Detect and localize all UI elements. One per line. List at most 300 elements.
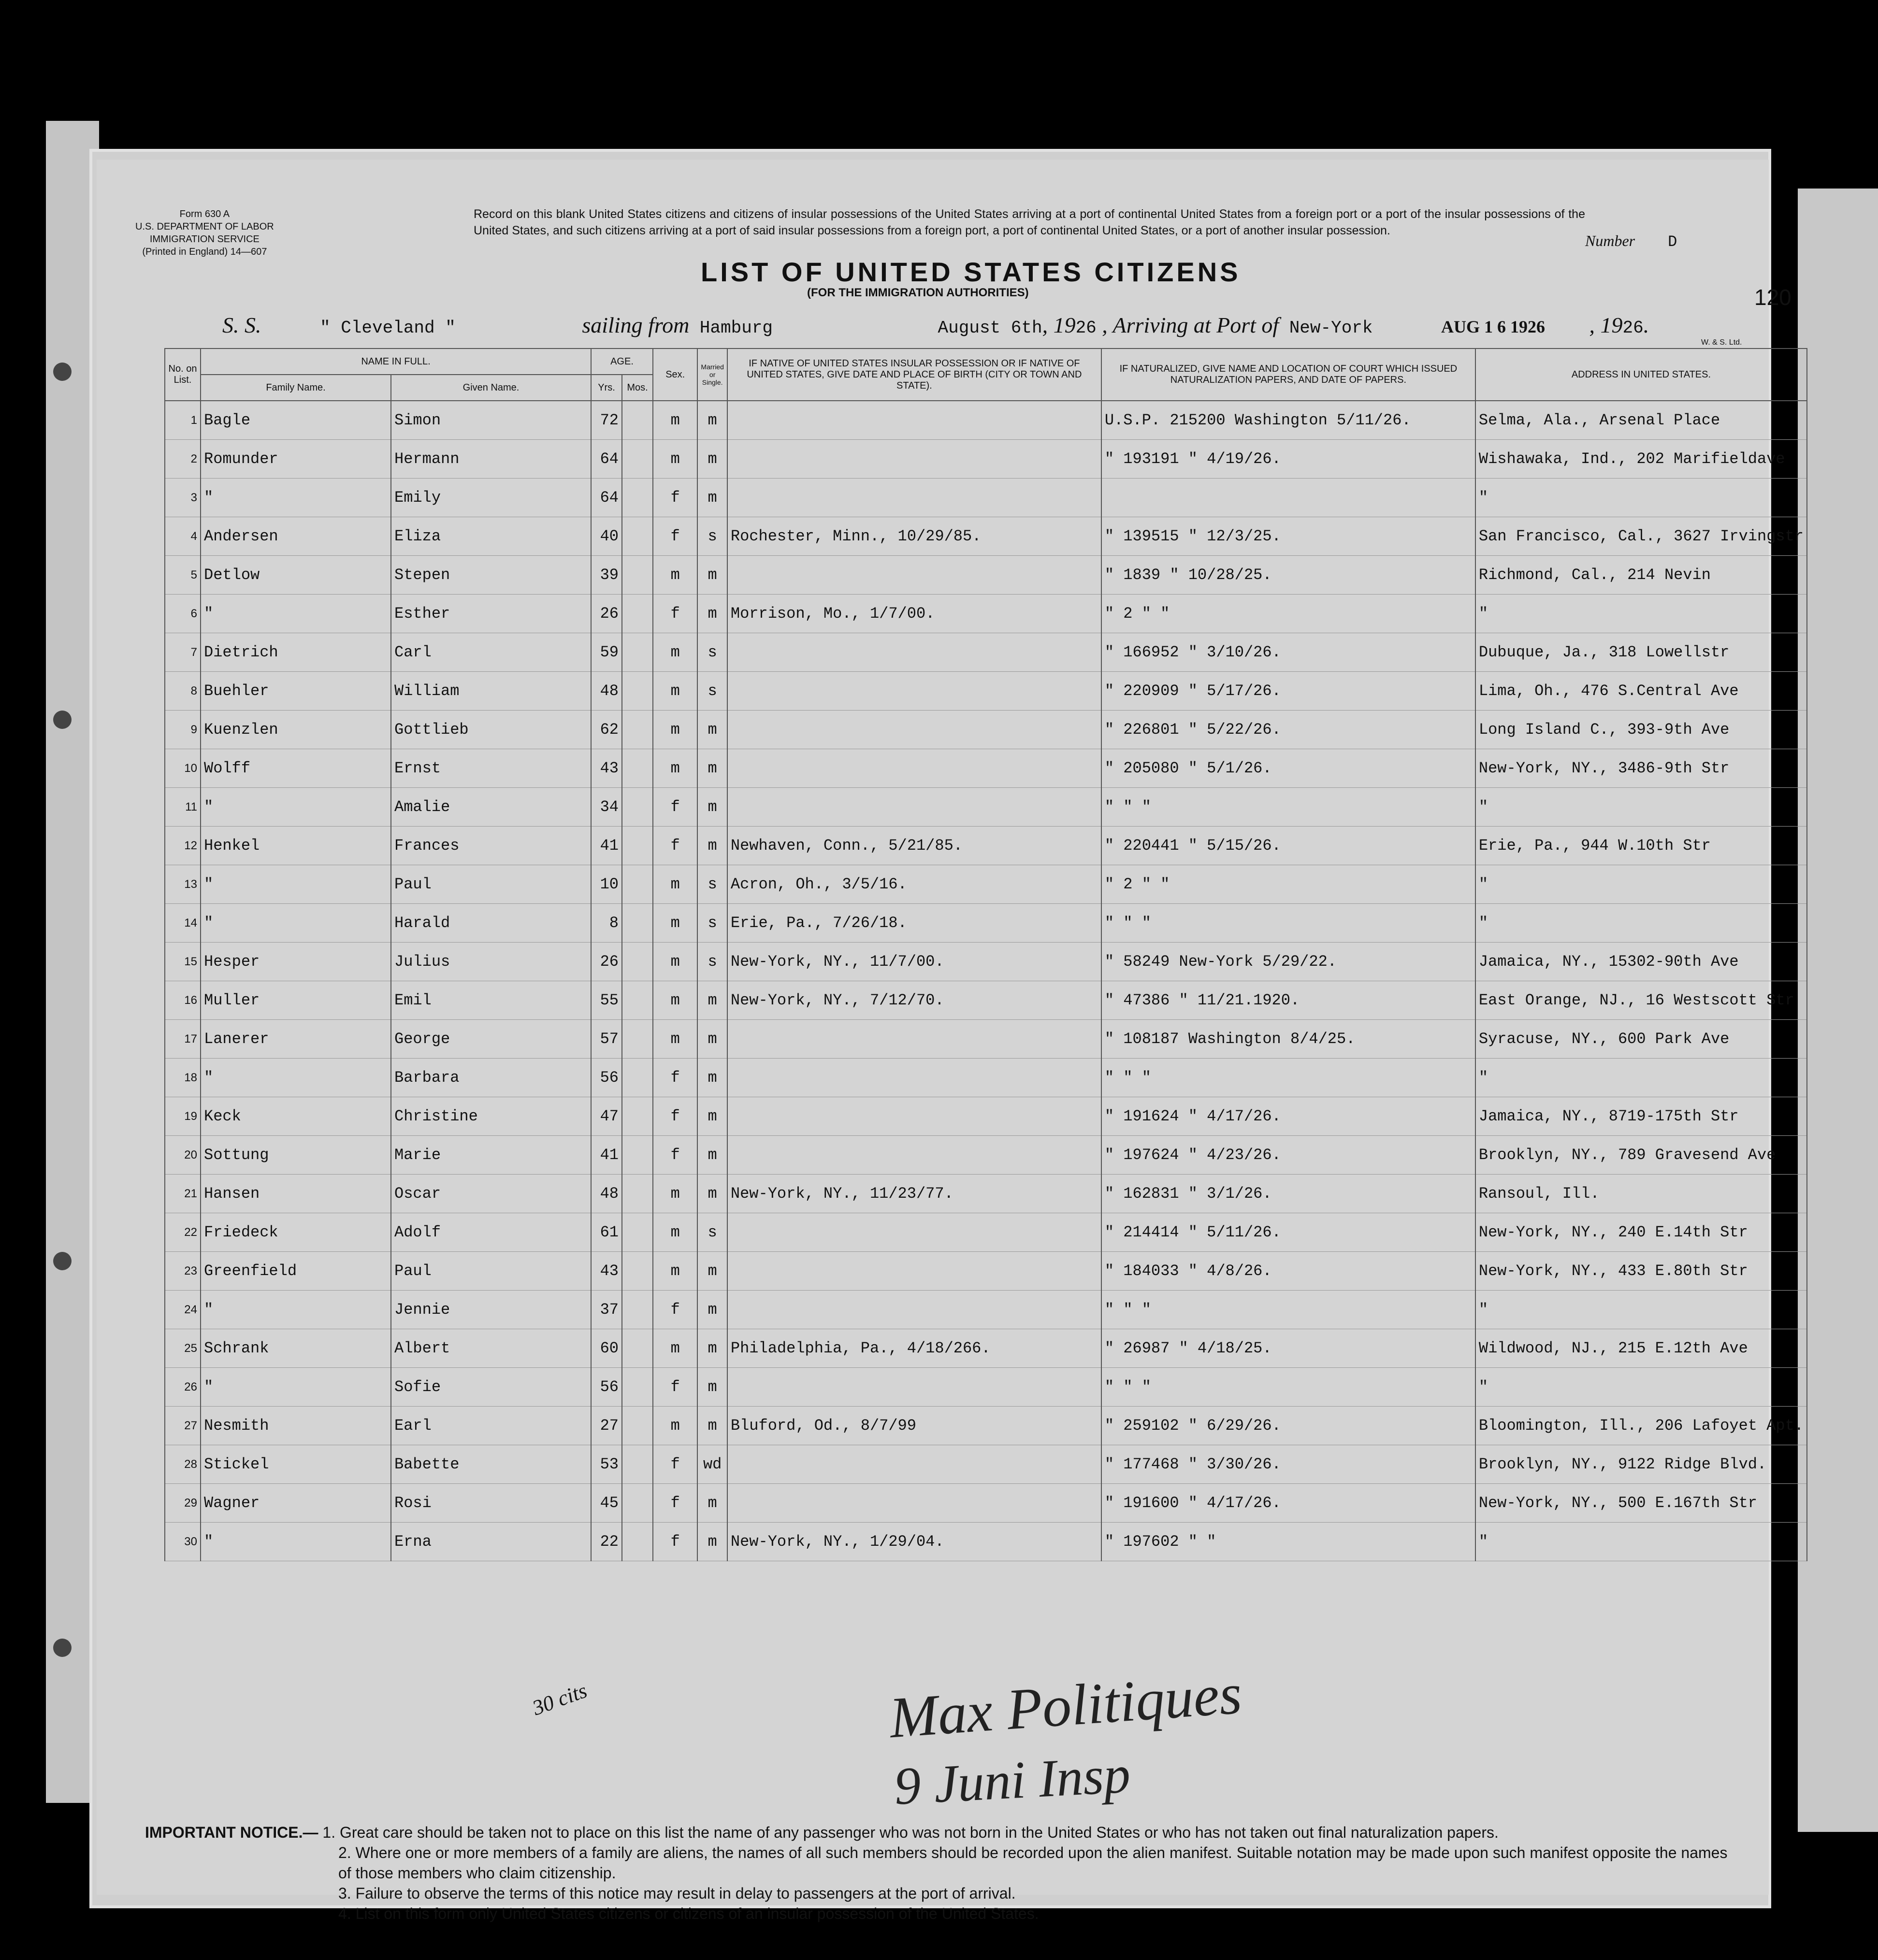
age-years: 22 — [591, 1523, 622, 1561]
naturalization: " " " — [1101, 1291, 1475, 1329]
row-number: 3 — [165, 479, 201, 517]
family-name: " — [201, 1059, 391, 1097]
family-name: Friedeck — [201, 1213, 391, 1252]
arrival-port: New-York — [1289, 318, 1373, 338]
sex: m — [653, 440, 697, 479]
age-months — [622, 440, 653, 479]
birth-place-date — [727, 479, 1101, 517]
us-address: " — [1475, 788, 1807, 827]
family-name: Keck — [201, 1097, 391, 1136]
us-address: Bloomington, Ill., 206 Lafoyet Apt. — [1475, 1407, 1807, 1445]
age-years: 43 — [591, 749, 622, 788]
marital-status: m — [697, 749, 727, 788]
age-years: 61 — [591, 1213, 622, 1252]
us-address: Brooklyn, NY., 9122 Ridge Blvd. — [1475, 1445, 1807, 1484]
us-address: Selma, Ala., Arsenal Place — [1475, 401, 1807, 440]
us-address: San Francisco, Cal., 3627 Irvingstr — [1475, 517, 1807, 556]
given-name: Gottlieb — [391, 711, 591, 749]
naturalization: " 259102 " 6/29/26. — [1101, 1407, 1475, 1445]
row-number: 6 — [165, 595, 201, 633]
sex: f — [653, 479, 697, 517]
ss-label: S. S. — [222, 313, 261, 337]
birth-place-date — [727, 1097, 1101, 1136]
age-years: 64 — [591, 479, 622, 517]
year2-prefix: 19 — [1600, 313, 1623, 337]
age-months — [622, 981, 653, 1020]
marital-status: m — [697, 401, 727, 440]
col-mos: Mos. — [622, 375, 653, 401]
age-years: 59 — [591, 633, 622, 672]
row-number: 4 — [165, 517, 201, 556]
notice-item: 4. List on this form only United States citizens or citizens of an insular possession of the United States. — [338, 1905, 1039, 1922]
age-years: 39 — [591, 556, 622, 595]
col-no: No. on List. — [165, 348, 201, 401]
punch-hole — [53, 1252, 72, 1270]
naturalization: " 197602 " " — [1101, 1523, 1475, 1561]
sex: f — [653, 1097, 697, 1136]
age-years: 55 — [591, 981, 622, 1020]
birth-place-date — [727, 440, 1101, 479]
birth-place-date — [727, 1136, 1101, 1175]
birth-place-date: Acron, Oh., 3/5/16. — [727, 865, 1101, 904]
table-row — [165, 981, 1807, 1020]
us-address: Dubuque, Ja., 318 Lowellstr — [1475, 633, 1807, 672]
us-address: New-York, NY., 433 E.80th Str — [1475, 1252, 1807, 1291]
sex: f — [653, 827, 697, 865]
marital-status: m — [697, 1368, 727, 1407]
birth-place-date — [727, 1059, 1101, 1097]
family-name: Stickel — [201, 1445, 391, 1484]
age-months — [622, 1020, 653, 1059]
sheet-number: 120 — [1754, 285, 1791, 310]
family-name: Buehler — [201, 672, 391, 711]
age-months — [622, 749, 653, 788]
age-years: 72 — [591, 401, 622, 440]
form-number: Form 630 A — [179, 209, 230, 219]
table-row — [165, 1097, 1807, 1136]
row-number: 19 — [165, 1097, 201, 1136]
marital-status: s — [697, 517, 727, 556]
naturalization: " 108187 Washington 8/4/25. — [1101, 1020, 1475, 1059]
naturalization: " 2 " " — [1101, 865, 1475, 904]
sex: f — [653, 517, 697, 556]
given-name: Sofie — [391, 1368, 591, 1407]
sex: m — [653, 943, 697, 981]
us-address: " — [1475, 1368, 1807, 1407]
table-row — [165, 401, 1807, 440]
table-row — [165, 865, 1807, 904]
row-number: 5 — [165, 556, 201, 595]
naturalization: " 214414 " 5/11/26. — [1101, 1213, 1475, 1252]
age-months — [622, 633, 653, 672]
table-row — [165, 1445, 1807, 1484]
age-months — [622, 1059, 653, 1097]
marital-status: m — [697, 1484, 727, 1523]
us-address: " — [1475, 479, 1807, 517]
birth-place-date: Philadelphia, Pa., 4/18/266. — [727, 1329, 1101, 1368]
marital-status: m — [697, 1523, 727, 1561]
row-number: 8 — [165, 672, 201, 711]
naturalization: " " " — [1101, 788, 1475, 827]
table-row — [165, 1136, 1807, 1175]
col-age: AGE. — [591, 348, 653, 375]
table-row — [165, 1291, 1807, 1329]
marital-status: m — [697, 711, 727, 749]
given-name: Simon — [391, 401, 591, 440]
us-address: Jamaica, NY., 15302-90th Ave — [1475, 943, 1807, 981]
marital-status: s — [697, 865, 727, 904]
birth-place-date — [727, 1252, 1101, 1291]
row-number: 13 — [165, 865, 201, 904]
given-name: Jennie — [391, 1291, 591, 1329]
naturalization: " 1839 " 10/28/25. — [1101, 556, 1475, 595]
birth-place-date: New-York, NY., 11/7/00. — [727, 943, 1101, 981]
marital-status: m — [697, 479, 727, 517]
given-name: Ernst — [391, 749, 591, 788]
naturalization: " 220909 " 5/17/26. — [1101, 672, 1475, 711]
table-row — [165, 943, 1807, 981]
row-number: 28 — [165, 1445, 201, 1484]
table-row — [165, 1213, 1807, 1252]
age-months — [622, 1136, 653, 1175]
birth-place-date — [727, 1213, 1101, 1252]
col-naturalized: IF NATURALIZED, GIVE NAME AND LOCATION OF COURT WHICH ISSUED NATURALIZATION PAPERS, AND DATE OF PAPERS. — [1101, 348, 1475, 401]
marital-status: m — [697, 556, 727, 595]
family-name: Wagner — [201, 1484, 391, 1523]
age-years: 64 — [591, 440, 622, 479]
number-value: D — [1668, 233, 1677, 251]
row-number: 16 — [165, 981, 201, 1020]
naturalization: " " " — [1101, 1368, 1475, 1407]
ship-name: " Cleveland " — [320, 318, 456, 338]
us-address: Syracuse, NY., 600 Park Ave — [1475, 1020, 1807, 1059]
marital-status: s — [697, 1213, 727, 1252]
given-name: William — [391, 672, 591, 711]
table-row — [165, 788, 1807, 827]
age-months — [622, 1175, 653, 1213]
important-notice — [145, 1822, 1740, 1924]
birth-place-date — [727, 556, 1101, 595]
row-number: 20 — [165, 1136, 201, 1175]
table-row — [165, 633, 1807, 672]
departure-date: August 6th — [938, 318, 1042, 338]
age-months — [622, 672, 653, 711]
given-name: Harald — [391, 904, 591, 943]
marital-status: m — [697, 440, 727, 479]
naturalization: " 226801 " 5/22/26. — [1101, 711, 1475, 749]
given-name: Hermann — [391, 440, 591, 479]
age-years: 26 — [591, 943, 622, 981]
given-name: Earl — [391, 1407, 591, 1445]
naturalization: " 47386 " 11/21.1920. — [1101, 981, 1475, 1020]
given-name: Carl — [391, 633, 591, 672]
sailing-label: sailing from — [582, 313, 690, 337]
voyage-line: S. S. " Cleveland " sailing from Hamburg August 6th, 1926 , Arriving at Port of New-York AUG 1 6 1926 , 1926. — [222, 313, 1649, 338]
age-years: 26 — [591, 595, 622, 633]
family-name: " — [201, 595, 391, 633]
passenger-rows — [165, 401, 1807, 1561]
marital-status: m — [697, 1059, 727, 1097]
table-row — [165, 556, 1807, 595]
age-months — [622, 904, 653, 943]
row-number: 25 — [165, 1329, 201, 1368]
age-years: 43 — [591, 1252, 622, 1291]
family-name: Hansen — [201, 1175, 391, 1213]
age-months — [622, 1445, 653, 1484]
sex: f — [653, 1368, 697, 1407]
adjacent-page-right — [1798, 189, 1878, 1832]
family-name: Wolff — [201, 749, 391, 788]
birth-place-date — [727, 749, 1101, 788]
row-number: 29 — [165, 1484, 201, 1523]
age-years: 10 — [591, 865, 622, 904]
row-number: 7 — [165, 633, 201, 672]
family-name: " — [201, 865, 391, 904]
given-name: Esther — [391, 595, 591, 633]
sex: m — [653, 633, 697, 672]
age-years: 41 — [591, 827, 622, 865]
us-address: " — [1475, 904, 1807, 943]
given-name: Amalie — [391, 788, 591, 827]
arriving-label: , Arriving at Port of — [1102, 313, 1279, 337]
age-years: 27 — [591, 1407, 622, 1445]
notice-label: IMPORTANT NOTICE.— — [145, 1824, 318, 1841]
birth-place-date: New-York, NY., 1/29/04. — [727, 1523, 1101, 1561]
age-years: 40 — [591, 517, 622, 556]
year-prefix: 19 — [1053, 313, 1076, 337]
table-row — [165, 1407, 1807, 1445]
given-name: Frances — [391, 827, 591, 865]
age-months — [622, 556, 653, 595]
sex: m — [653, 672, 697, 711]
row-number: 11 — [165, 788, 201, 827]
family-name: Detlow — [201, 556, 391, 595]
birth-place-date — [727, 1368, 1101, 1407]
row-number: 22 — [165, 1213, 201, 1252]
us-address: " — [1475, 1291, 1807, 1329]
marital-status: m — [697, 981, 727, 1020]
table-row — [165, 1368, 1807, 1407]
birth-place-date: Morrison, Mo., 1/7/00. — [727, 595, 1101, 633]
us-address: " — [1475, 865, 1807, 904]
given-name: Babette — [391, 1445, 591, 1484]
age-months — [622, 1213, 653, 1252]
family-name: Dietrich — [201, 633, 391, 672]
table-row — [165, 440, 1807, 479]
sex: m — [653, 1175, 697, 1213]
row-number: 12 — [165, 827, 201, 865]
marital-status: wd — [697, 1445, 727, 1484]
marital-status: s — [697, 633, 727, 672]
birth-place-date: Bluford, Od., 8/7/99 — [727, 1407, 1101, 1445]
given-name: Christine — [391, 1097, 591, 1136]
naturalization: " 162831 " 3/1/26. — [1101, 1175, 1475, 1213]
table-row — [165, 1059, 1807, 1097]
age-years: 8 — [591, 904, 622, 943]
row-number: 17 — [165, 1020, 201, 1059]
marital-status: m — [697, 595, 727, 633]
us-address: " — [1475, 1523, 1807, 1561]
notice-item: 3. Failure to observe the terms of this notice may result in delay to passengers at the port of arrival. — [338, 1885, 1016, 1902]
birth-place-date — [727, 788, 1101, 827]
row-number: 30 — [165, 1523, 201, 1561]
notice-item: 1. Great care should be taken not to place on this list the name of any passenger who was not born in the United States or who has not taken out final naturalization papers. — [322, 1824, 1499, 1841]
row-number: 23 — [165, 1252, 201, 1291]
age-years: 62 — [591, 711, 622, 749]
age-months — [622, 1329, 653, 1368]
birth-place-date: New-York, NY., 11/23/77. — [727, 1175, 1101, 1213]
col-address: ADDRESS IN UNITED STATES. — [1475, 348, 1807, 401]
marital-status: m — [697, 788, 727, 827]
manifest-page — [97, 160, 1804, 1922]
us-address: New-York, NY., 240 E.14th Str — [1475, 1213, 1807, 1252]
given-name: Stepen — [391, 556, 591, 595]
marital-status: s — [697, 943, 727, 981]
marital-status: m — [697, 1329, 727, 1368]
family-name: Bagle — [201, 401, 391, 440]
age-years: 48 — [591, 1175, 622, 1213]
age-months — [622, 479, 653, 517]
given-name: Adolf — [391, 1213, 591, 1252]
departure-port: Hamburg — [699, 318, 773, 338]
age-months — [622, 1368, 653, 1407]
sex: f — [653, 1484, 697, 1523]
margin-note: 30 cits — [529, 1678, 590, 1720]
given-name: Julius — [391, 943, 591, 981]
sex: m — [653, 1329, 697, 1368]
age-months — [622, 1097, 653, 1136]
sex: f — [653, 1523, 697, 1561]
us-address: Wishawaka, Ind., 202 Marifieldave — [1475, 440, 1807, 479]
sex: m — [653, 1252, 697, 1291]
family-name: Henkel — [201, 827, 391, 865]
us-address: New-York, NY., 500 E.167th Str — [1475, 1484, 1807, 1523]
given-name: Oscar — [391, 1175, 591, 1213]
marital-status: m — [697, 827, 727, 865]
table-row — [165, 749, 1807, 788]
age-years: 56 — [591, 1059, 622, 1097]
naturalization: " 184033 " 4/8/26. — [1101, 1252, 1475, 1291]
col-given: Given Name. — [391, 375, 591, 401]
age-years: 41 — [591, 1136, 622, 1175]
marital-status: s — [697, 672, 727, 711]
table-row — [165, 1484, 1807, 1523]
age-months — [622, 401, 653, 440]
marital-status: m — [697, 1291, 727, 1329]
age-years: 45 — [591, 1484, 622, 1523]
marital-status: m — [697, 1252, 727, 1291]
birth-place-date: Newhaven, Conn., 5/21/85. — [727, 827, 1101, 865]
family-name: " — [201, 904, 391, 943]
number-label: Number — [1585, 232, 1635, 249]
col-family: Family Name. — [201, 375, 391, 401]
marital-status: s — [697, 904, 727, 943]
age-years: 57 — [591, 1020, 622, 1059]
us-address: " — [1475, 1059, 1807, 1097]
age-years: 34 — [591, 788, 622, 827]
family-name: Andersen — [201, 517, 391, 556]
table-row — [165, 1329, 1807, 1368]
birth-place-date — [727, 1020, 1101, 1059]
inspector-signature-date: 9 Juni Insp — [893, 1744, 1132, 1816]
passenger-table — [164, 348, 1807, 1561]
punch-hole — [53, 363, 72, 381]
sex: m — [653, 865, 697, 904]
sex: m — [653, 904, 697, 943]
row-number: 27 — [165, 1407, 201, 1445]
sex: m — [653, 711, 697, 749]
family-name: Hesper — [201, 943, 391, 981]
us-address: Lima, Oh., 476 S.Central Ave — [1475, 672, 1807, 711]
given-name: Marie — [391, 1136, 591, 1175]
sex: f — [653, 1059, 697, 1097]
sex: f — [653, 1136, 697, 1175]
family-name: Kuenzlen — [201, 711, 391, 749]
sex: m — [653, 1020, 697, 1059]
birth-place-date — [727, 1484, 1101, 1523]
birth-place-date: Rochester, Minn., 10/29/85. — [727, 517, 1101, 556]
table-row — [165, 479, 1807, 517]
sex: f — [653, 1445, 697, 1484]
family-name: " — [201, 1368, 391, 1407]
age-months — [622, 595, 653, 633]
col-yrs: Yrs. — [591, 375, 622, 401]
birth-place-date — [727, 1445, 1101, 1484]
family-name: Sottung — [201, 1136, 391, 1175]
col-name: NAME IN FULL. — [201, 348, 591, 375]
printer-mark: W. & S. Ltd. — [1701, 338, 1742, 347]
table-row — [165, 1252, 1807, 1291]
age-months — [622, 943, 653, 981]
punch-hole — [53, 711, 72, 729]
age-months — [622, 865, 653, 904]
family-name: Romunder — [201, 440, 391, 479]
birth-place-date: Erie, Pa., 7/26/18. — [727, 904, 1101, 943]
row-number: 26 — [165, 1368, 201, 1407]
given-name: Paul — [391, 1252, 591, 1291]
us-address: New-York, NY., 3486-9th Str — [1475, 749, 1807, 788]
birth-place-date — [727, 672, 1101, 711]
birth-place-date — [727, 401, 1101, 440]
naturalization: " 139515 " 12/3/25. — [1101, 517, 1475, 556]
sex: m — [653, 1213, 697, 1252]
us-address: Richmond, Cal., 214 Nevin — [1475, 556, 1807, 595]
punch-hole — [53, 1639, 72, 1657]
number-field — [1585, 232, 1677, 251]
col-married: Married or Single. — [697, 348, 727, 401]
age-months — [622, 1291, 653, 1329]
naturalization: " 166952 " 3/10/26. — [1101, 633, 1475, 672]
family-name: " — [201, 788, 391, 827]
naturalization: " 2 " " — [1101, 595, 1475, 633]
naturalization: " " " — [1101, 1059, 1475, 1097]
row-number: 1 — [165, 401, 201, 440]
sex: f — [653, 1291, 697, 1329]
table-row — [165, 517, 1807, 556]
given-name: Emily — [391, 479, 591, 517]
marital-status: m — [697, 1097, 727, 1136]
age-months — [622, 827, 653, 865]
naturalization — [1101, 479, 1475, 517]
table-row — [165, 1175, 1807, 1213]
department: U.S. DEPARTMENT OF LABOR — [135, 221, 274, 232]
table-row — [165, 1020, 1807, 1059]
sex: m — [653, 749, 697, 788]
family-name: Schrank — [201, 1329, 391, 1368]
naturalization: " 191600 " 4/17/26. — [1101, 1484, 1475, 1523]
us-address: Brooklyn, NY., 789 Gravesend Ave — [1475, 1136, 1807, 1175]
sex: m — [653, 556, 697, 595]
